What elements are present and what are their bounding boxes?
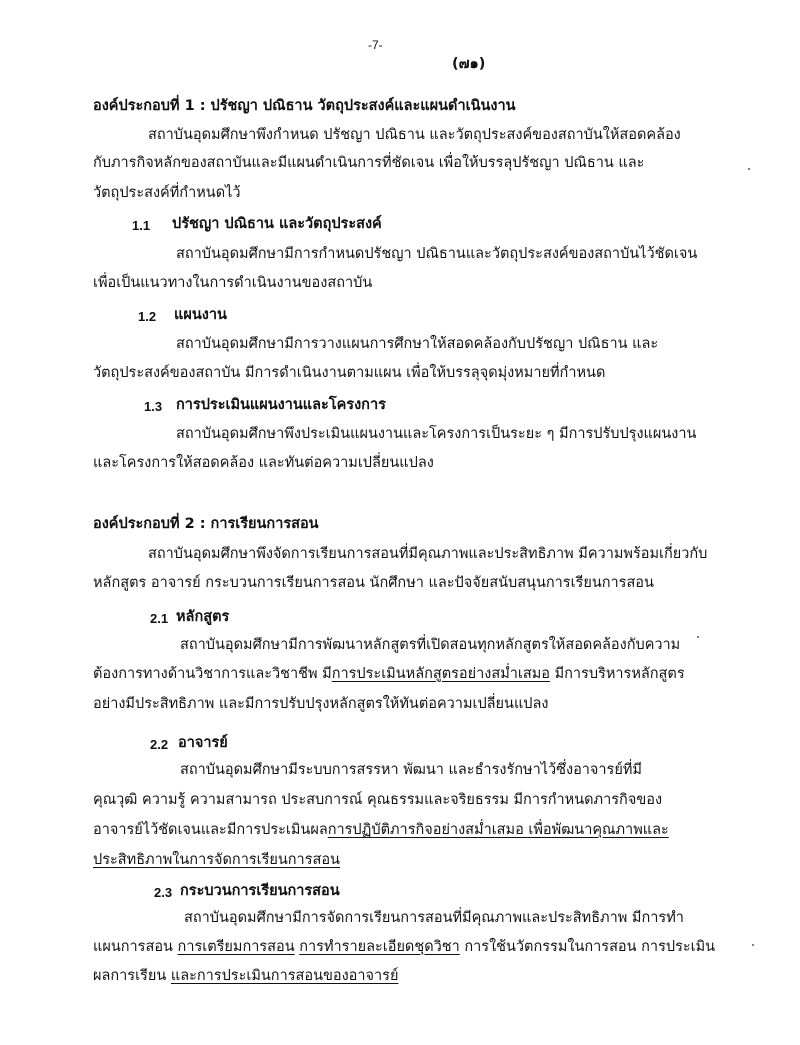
underlined-text: การประเมินหลักสูตรอย่างสม่ำเสมอ [331,666,550,682]
underlined-text: การปฏิบัติภารกิจอย่างสม่ำเสมอ เพื่อพัฒนาคุณภาพและ [327,822,669,838]
text-segment: มีการบริหารหลักสูตร [549,666,685,682]
component-1-intro-line: สถาบันอุดมศึกษาพึงกำหนด ปรัชญา ปณิธาน และวัตถุประสงค์ของสถาบันให้สอดคล้อง [148,127,681,143]
underlined-text: ประสิทธิภาพในการจัดการเรียนการสอน [93,852,340,868]
section-2-1-number: 2.1 [150,611,169,626]
section-1-3-body-line: สถาบันอุดมศึกษาพึงประเมินแผนงานและโครงการเป็นระยะ ๆ มีการปรับปรุงแผนงาน [176,426,697,442]
section-2-1-body-line: สถาบันอุดมศึกษามีการพัฒนาหลักสูตรที่เปิดสอนทุกหลักสูตรให้สอดคล้องกับความ [180,637,681,653]
section-2-3-body-line [93,937,715,957]
section-2-2-body-line: คุณวุฒิ ความรู้ ความสามารถ ประสบการณ์ คุณธรรมและจริยธรรม มีการกำหนดภารกิจของ [93,792,663,808]
underlined-text: การทำรายละเอียดชุดวิชา [299,939,460,955]
section-2-1-body-line [93,664,685,684]
section-1-3-number: 1.3 [144,399,163,414]
section-1-1-body-line: เพื่อเป็นแนวทางในการดำเนินงานของสถาบัน [93,275,373,291]
section-2-3-body-line: สถาบันอุดมศึกษามีการจัดการเรียนการสอนที่มีคุณภาพและประสิทธิภาพ มีการทำ [184,910,684,926]
section-1-2-number: 1.2 [138,309,157,324]
scan-speck [748,168,750,170]
section-2-2-body-line [93,850,340,870]
text-segment: อาจารย์ไว้ชัดเจนและมีการประเมินผล [93,822,328,838]
component-1-intro-line: วัตถุประสงค์ที่กำหนดไว้ [93,185,241,201]
underlined-text: และการประเมินการสอนของอาจารย์ [170,968,399,984]
section-2-2-number: 2.2 [150,737,169,752]
section-1-1-title: ปรัชญา ปณิธาน และวัตถุประสงค์ [172,216,382,232]
underlined-text: การเตรียมการสอน [177,939,295,955]
component-1-intro-line: กับภารกิจหลักของสถาบันและมีแผนดำเนินการที่ชัดเจน เพื่อให้บรรลุปรัชญา ปณิธาน และ [93,155,645,171]
section-2-2-body-line [93,820,669,840]
component-2-heading: องค์ประกอบที่ 2 : การเรียนการสอน [93,516,319,532]
section-2-3-title: กระบวนการเรียนการสอน [180,883,340,899]
section-2-1-body-line: อย่างมีประสิทธิภาพ และมีการปรับปรุงหลักสูตรให้ทันต่อความเปลี่ยนแปลง [93,696,549,712]
section-1-3-body-line: และโครงการให้สอดคล้อง และทันต่อความเปลี่ยนแปลง [93,455,434,471]
section-1-2-body-line: สถาบันอุดมศึกษามีการวางแผนการศึกษาให้สอดคล้องกับปรัชญา ปณิธาน และ [176,336,659,352]
section-2-1-title: หลักสูตร [176,609,230,625]
section-2-2-title: อาจารย์ [178,735,228,751]
text-segment: การใช้นวัตกรรมในการสอน การประเมิน [459,939,716,955]
scan-speck [697,636,699,638]
component-2-intro-line: สถาบันอุดมศึกษาพึงจัดการเรียนการสอนที่มีคุณภาพและประสิทธิภาพ มีความพร้อมเกี่ยวกับ [148,546,708,562]
text-segment: ต้องการทางด้านวิชาการและวิชาชีพ มี [93,666,332,682]
section-2-3-body-line [93,966,398,986]
page-marker: -7- [368,38,383,52]
section-1-1-body-line: สถาบันอุดมศึกษามีการกำหนดปรัชญา ปณิธานและวัตถุประสงค์ของสถาบันไว้ชัดเจน [176,246,698,262]
thai-page-number: (๗๑) [452,56,486,72]
scan-speck [752,944,754,946]
section-2-3-number: 2.3 [154,885,173,900]
section-1-2-title: แผนงาน [174,307,227,323]
section-1-1-number: 1.1 [132,218,151,233]
text-segment: แผนการสอน [93,939,178,955]
section-2-2-body-line: สถาบันอุดมศึกษามีระบบการสรรหา พัฒนา และธำรงรักษาไว้ซึ่งอาจารย์ที่มี [180,762,642,778]
section-1-2-body-line: วัตถุประสงค์ของสถาบัน มีการดำเนินงานตามแผน เพื่อให้บรรลุจุดมุ่งหมายที่กำหนด [93,365,606,381]
section-1-3-title: การประเมินแผนงานและโครงการ [176,397,386,413]
text-segment: ผลการเรียน [93,968,171,984]
component-1-heading: องค์ประกอบที่ 1 : ปรัชญา ปณิธาน วัตถุประสงค์และแผนดำเนินงาน [93,98,516,114]
component-2-intro-line: หลักสูตร อาจารย์ กระบวนการเรียนการสอน นักศึกษา และปัจจัยสนับสนุนการเรียนการสอน [93,575,654,591]
